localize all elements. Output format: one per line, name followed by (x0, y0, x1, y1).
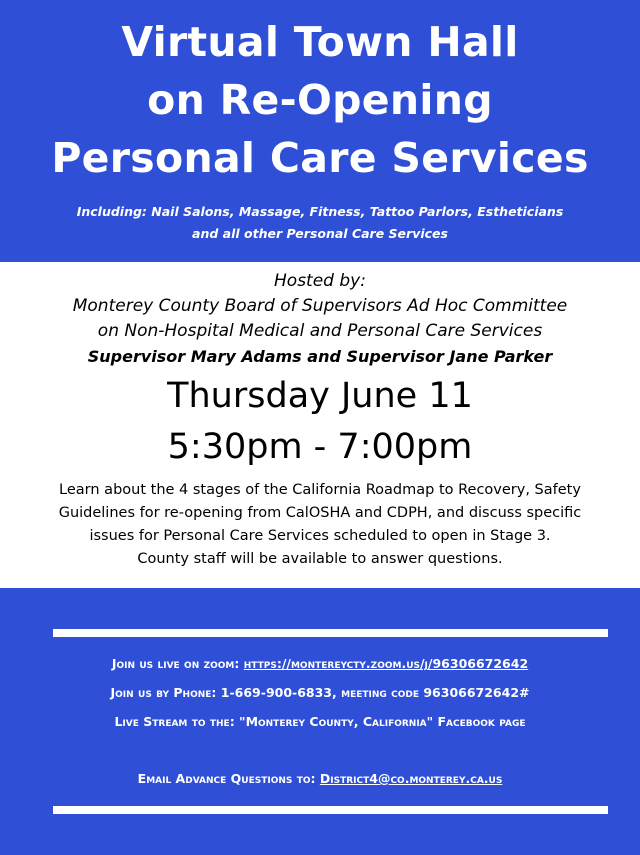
event-description (0, 479, 640, 571)
divider-bottom (53, 806, 608, 814)
supervisors-names: Supervisor Mary Adams and Supervisor Jane Parker (87, 347, 553, 366)
description-line-4: County staff will be available to answer questions. (137, 551, 503, 567)
committee-line-2: on Non-Hospital Medical and Personal Care Services (97, 321, 543, 341)
title-line-1: Virtual Town Hall (121, 18, 519, 66)
access-banner (0, 588, 640, 855)
divider-top (53, 629, 608, 637)
description-line-2: Guidelines for re-opening from CalOSHA and CDPH, and discuss specific (58, 505, 582, 521)
event-title (0, 0, 640, 187)
livestream-line: Live Stream to the: "Monterey County, California" Facebook page (114, 714, 526, 729)
zoom-line (0, 656, 640, 671)
description-line-3: issues for Personal Care Services scheduled to open in Stage 3. (89, 528, 551, 544)
header-banner (0, 0, 640, 262)
title-line-3: Personal Care Services (51, 134, 589, 182)
including-line-2: and all other Personal Care Services (192, 226, 448, 241)
committee-name (0, 294, 640, 344)
hosted-by-label: Hosted by: (274, 271, 366, 291)
email-line (0, 771, 640, 786)
event-time: 5:30pm - 7:00pm (167, 427, 473, 467)
title-line-2: on Re-Opening (147, 76, 493, 124)
zoom-label: Join us live on zoom: (111, 656, 244, 671)
including-line-1: Including: Nail Salons, Massage, Fitness, Tattoo Parlors, Estheticians (76, 204, 564, 219)
including-text (0, 201, 640, 245)
event-details (0, 262, 640, 588)
email-label: Email Advance Questions to: (137, 771, 320, 786)
email-link[interactable]: District4@co.monterey.ca.us (319, 771, 503, 786)
committee-line-1: Monterey County Board of Supervisors Ad Hoc Committee (72, 296, 568, 316)
phone-line: Join us by Phone: 1-669-900-6833, meeting code 96306672642# (110, 685, 530, 700)
description-line-1: Learn about the 4 stages of the California Roadmap to Recovery, Safety (59, 482, 581, 498)
zoom-link[interactable]: https://montereycty.zoom.us/j/96306672642 (243, 656, 529, 671)
event-date: Thursday June 11 (167, 376, 473, 416)
